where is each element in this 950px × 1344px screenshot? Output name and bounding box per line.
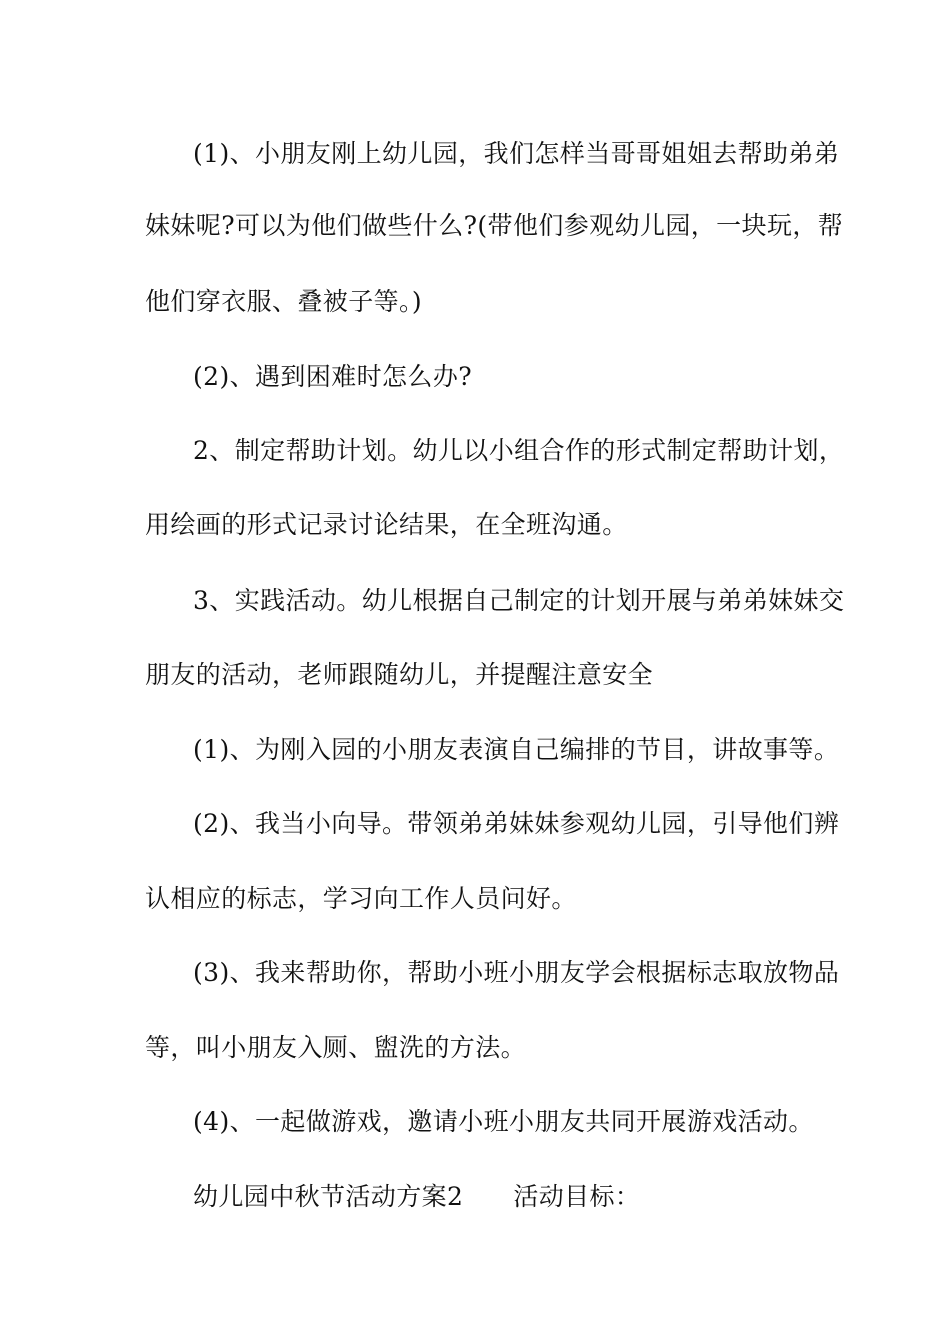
paragraph-line: 2、制定帮助计划。幼儿以小组合作的形式制定帮助计划， — [193, 436, 845, 465]
paragraph-line: (4)、一起做游戏，邀请小班小朋友共同开展游戏活动。 — [193, 1107, 814, 1136]
paragraph-line: (3)、我来帮助你，帮助小班小朋友学会根据标志取放物品 — [193, 958, 840, 987]
paragraph-line: (2)、遇到困难时怎么办? — [193, 362, 473, 391]
paragraph-line: 3、实践活动。幼儿根据自己制定的计划开展与弟弟妹妹交 — [193, 586, 845, 615]
paragraph-line: 等，叫小朋友入厕、盥洗的方法。 — [145, 1033, 527, 1062]
paragraph-line: 用绘画的形式记录讨论结果，在全班沟通。 — [145, 510, 628, 539]
paragraph-line: 他们穿衣服、叠被子等。) — [145, 287, 423, 316]
section-heading — [193, 1181, 640, 1213]
paragraph-line: (1)、小朋友刚上幼儿园，我们怎样当哥哥姐姐去帮助弟弟 — [193, 139, 840, 168]
heading-title: 幼儿园中秋节活动方案2 — [193, 1182, 464, 1211]
paragraph-line: (1)、为刚入园的小朋友表演自己编排的节目，讲故事等。 — [193, 735, 840, 764]
paragraph-line: 认相应的标志，学习向工作人员问好。 — [145, 884, 577, 913]
paragraph-line: 妹妹呢?可以为他们做些什么?(带他们参观幼儿园，一块玩，帮 — [145, 211, 844, 240]
paragraph-line: 朋友的活动，老师跟随幼儿，并提醒注意安全 — [145, 660, 654, 689]
paragraph-line: (2)、我当小向导。带领弟弟妹妹参观幼儿园，引导他们辨 — [193, 809, 840, 838]
heading-subtitle: 活动目标： — [513, 1182, 641, 1211]
